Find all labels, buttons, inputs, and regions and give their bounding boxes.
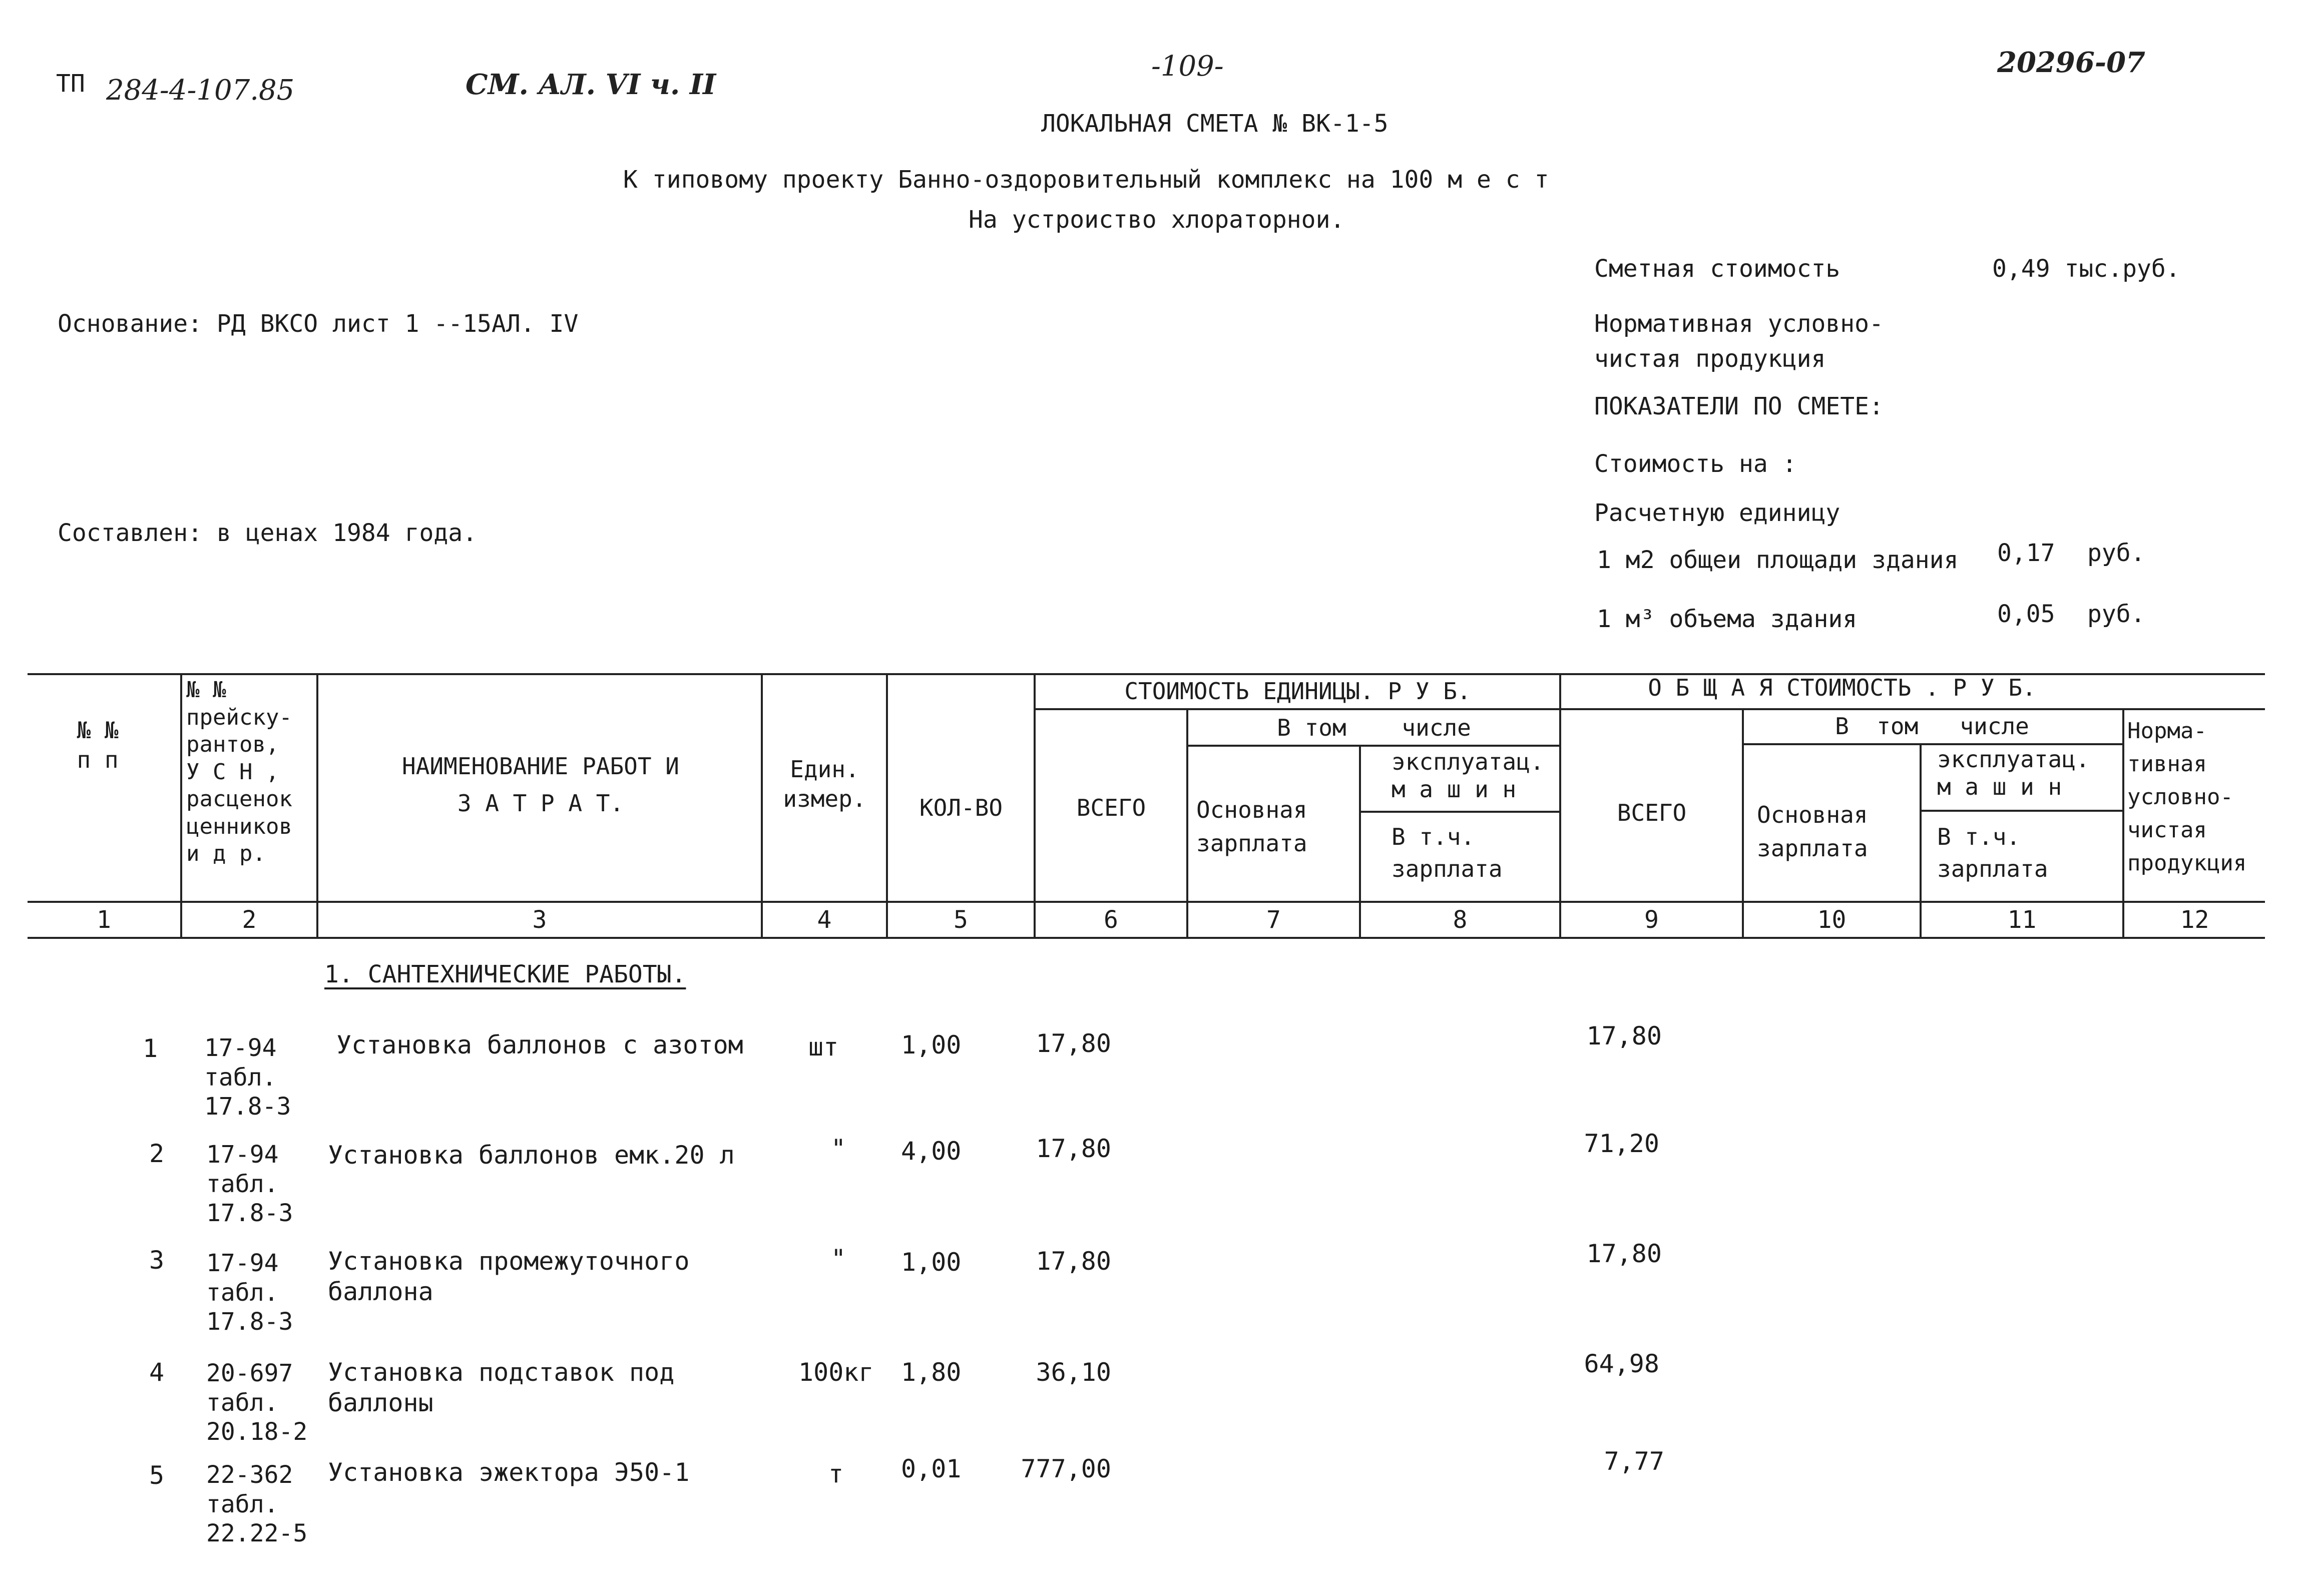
row-unit-price: 777,00 [1021, 1454, 1111, 1483]
row-number: 5 [149, 1461, 165, 1490]
column-number: 8 [1453, 906, 1468, 934]
row-code: 17-94 табл. 17.8-3 [204, 1034, 291, 1121]
document-code: 20296-07 [1997, 46, 2145, 79]
column-number: 5 [954, 906, 968, 934]
cost-per-label: Стоимость на : [1594, 450, 1797, 478]
row-total-cost: 17,80 [1586, 1021, 1662, 1050]
header-total-including-salary: В т.ч. зарплата [1937, 823, 2048, 883]
album-reference: СМ. АЛ. VI ч. II [466, 68, 716, 101]
header-unit-base-salary: Основная зарплата [1196, 796, 1307, 857]
basis-line: Основание: РД ВКСО лист 1 --15АЛ. IV [58, 310, 579, 338]
header-total-machine-operation: эксплуатац. м а ш и н [1937, 746, 2090, 801]
header-total-cost-total: ВСЕГО [1617, 799, 1687, 826]
column-number: 7 [1266, 906, 1281, 934]
header-pricelist-codes: № № прейску- рантов, У С Н , расценок ценников и д р. [186, 677, 292, 867]
estimated-cost-value: 0,49 тыс.руб. [1992, 255, 2180, 283]
work-scope-line: На устроиство хлораторнои. [969, 206, 1345, 234]
page-number: -109- [1151, 50, 1224, 83]
row-number: 4 [149, 1358, 165, 1387]
row-number: 1 [143, 1034, 158, 1063]
estimated-cost-label: Сметная стоимость [1594, 255, 1840, 283]
volume-indicator-value: 0,05 [1997, 600, 2055, 628]
header-row-number: № № п п [77, 717, 119, 773]
column-number: 12 [2180, 906, 2209, 934]
header-unit-including-salary: В т.ч. зарплата [1392, 823, 1503, 883]
row-total-cost: 17,80 [1586, 1239, 1662, 1268]
column-number: 10 [1817, 906, 1847, 934]
column-number: 11 [2007, 906, 2037, 934]
row-code: 17-94 табл. 17.8-3 [206, 1249, 293, 1336]
header-quantity: КОЛ-ВО [919, 794, 1003, 821]
header-unit-cost-total: ВСЕГО [1076, 794, 1146, 821]
prices-year-line: Составлен: в ценах 1984 года. [58, 519, 478, 547]
row-total-cost: 7,77 [1604, 1447, 1664, 1476]
area-indicator-unit: руб. [2087, 539, 2145, 567]
row-work-name: Установка баллонов емк.20 л [328, 1141, 735, 1170]
row-total-cost: 71,20 [1584, 1129, 1659, 1158]
header-total-base-salary: Основная зарплата [1757, 801, 1868, 862]
header-unit: Един. измер. [783, 756, 866, 812]
project-line: К типовому проекту Банно-оздоровительный комплекс на 100 м е с т [623, 166, 1549, 194]
area-indicator-label: 1 м2 общеи площади здания [1597, 546, 1959, 574]
row-unit-price: 36,10 [1036, 1358, 1111, 1387]
header-unit-machine-operation: эксплуатац. м а ш и н [1392, 748, 1544, 803]
row-quantity: 0,01 [901, 1454, 962, 1483]
column-number: 1 [97, 906, 111, 934]
column-number: 2 [242, 906, 257, 934]
row-quantity: 1,00 [901, 1030, 962, 1059]
calc-unit-label: Расчетную единицу [1594, 499, 1840, 527]
normative-label-1: Нормативная условно- [1594, 310, 1884, 338]
tp-number: 284-4-107.85 [106, 74, 295, 107]
row-number: 2 [149, 1139, 165, 1168]
column-number: 6 [1104, 906, 1118, 934]
row-unit-price: 17,80 [1036, 1134, 1111, 1163]
header-unit-cost-group: СТОИМОСТЬ ЕДИНИЦЫ. Р У Б. [1124, 678, 1471, 705]
header-total-cost-group: О Б Щ А Я СТОИМОСТЬ . Р У Б. [1648, 674, 2036, 701]
area-indicator-value: 0,17 [1997, 539, 2055, 567]
indicators-label: ПОКАЗАТЕЛИ ПО СМЕТЕ: [1594, 392, 1884, 420]
row-unit: " [831, 1244, 846, 1273]
volume-indicator-label: 1 м³ объема здания [1597, 605, 1858, 633]
row-unit-price: 17,80 [1036, 1247, 1111, 1276]
row-unit-price: 17,80 [1036, 1029, 1111, 1058]
estimate-title: ЛОКАЛЬНАЯ СМЕТА № ВК-1-5 [1041, 110, 1389, 138]
row-work-name: Установка промежуточного баллона [328, 1247, 690, 1306]
row-work-name: Установка баллонов с азотом [336, 1030, 743, 1059]
row-quantity: 1,00 [901, 1248, 962, 1277]
row-unit: шт [808, 1032, 839, 1061]
tp-label: ТП [56, 70, 85, 98]
header-normative-product: Норма- тивная условно- чистая продукция [2127, 718, 2247, 876]
normative-label-2: чистая продукция [1594, 345, 1826, 373]
row-quantity: 4,00 [901, 1137, 962, 1166]
row-quantity: 1,80 [901, 1358, 962, 1387]
column-number: 4 [817, 906, 832, 934]
row-code: 22-362 табл. 22.22-5 [206, 1461, 308, 1548]
row-code: 20-697 табл. 20.18-2 [206, 1359, 308, 1446]
header-work-name: НАИМЕНОВАНИЕ РАБОТ И З А Т Р А Т. [402, 753, 679, 817]
column-number: 3 [532, 906, 547, 934]
row-unit: " [831, 1134, 846, 1163]
row-number: 3 [149, 1246, 165, 1275]
row-work-name: Установка эжектора Э50-1 [328, 1458, 690, 1487]
column-number: 9 [1644, 906, 1659, 934]
row-unit: т [828, 1459, 844, 1488]
row-unit: 100кг [798, 1358, 874, 1387]
header-total-cost-including: В том числе [1835, 713, 2029, 740]
row-work-name: Установка подставок под баллоны [328, 1358, 675, 1417]
row-code: 17-94 табл. 17.8-3 [206, 1141, 293, 1228]
volume-indicator-unit: руб. [2087, 600, 2145, 628]
section-title: 1. САНТЕХНИЧЕСКИЕ РАБОТЫ. [324, 960, 686, 988]
header-unit-cost-including: В том числе [1277, 714, 1471, 741]
row-total-cost: 64,98 [1584, 1349, 1659, 1378]
